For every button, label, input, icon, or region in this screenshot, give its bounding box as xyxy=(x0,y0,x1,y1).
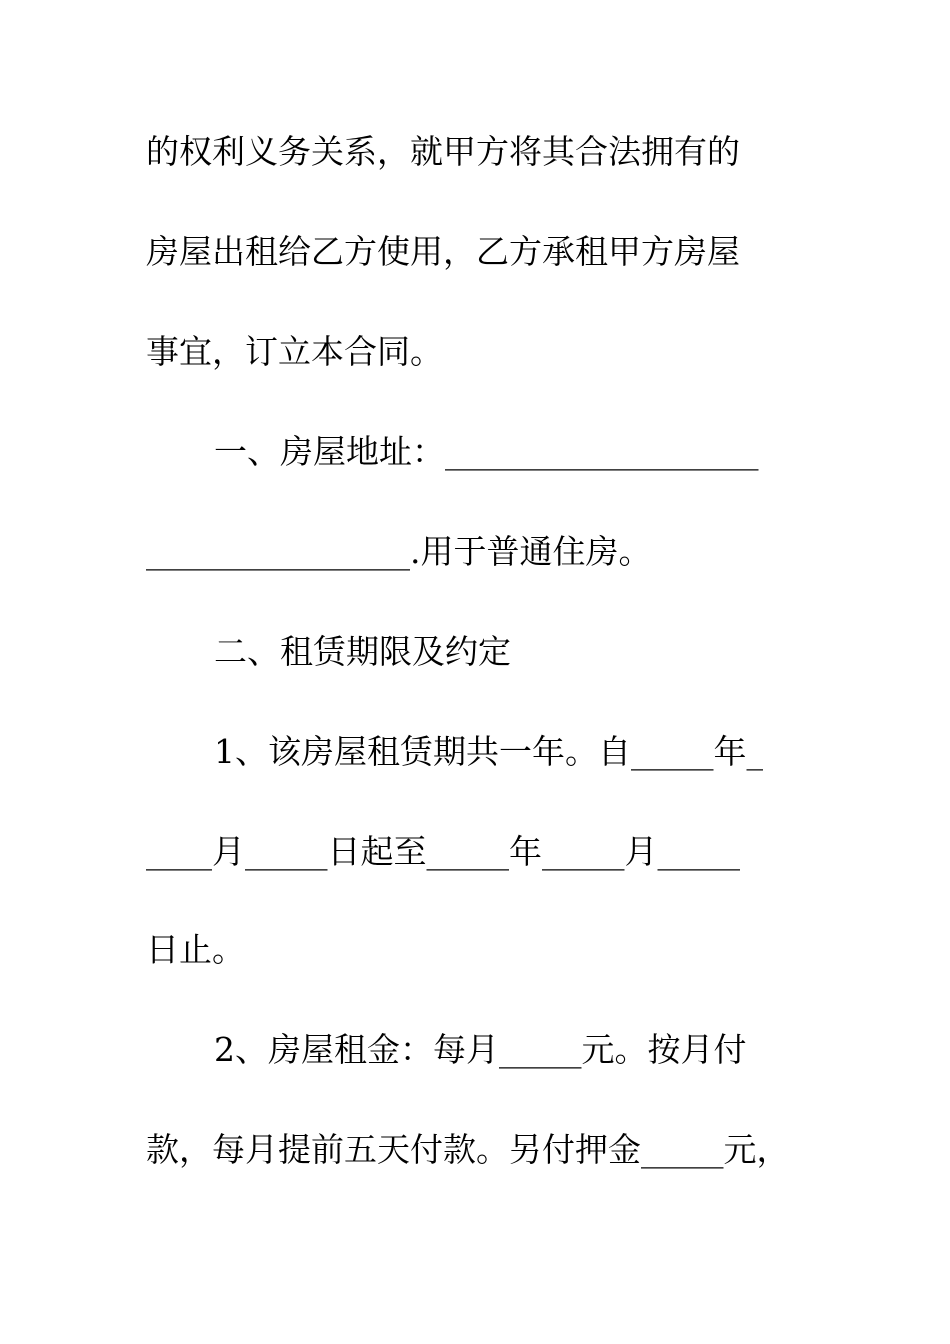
clause-2-line-1: 2、房屋租金：每月_____元。按月付 xyxy=(214,1030,747,1069)
clause-2-line-2: 款，每月提前五天付款。另付押金_____元， xyxy=(146,1130,790,1169)
paragraph-line-2: 房屋出租给乙方使用，乙方承租甲方房屋 xyxy=(146,232,740,271)
paragraph-line-1: 的权利义务关系，就甲方将其合法拥有的 xyxy=(146,132,740,171)
section-heading-address: 一、房屋地址：___________________ xyxy=(214,432,759,471)
paragraph-line-3: 事宜，订立本合同。 xyxy=(146,332,443,371)
clause-1-line-1: 1、该房屋租赁期共一年。自_____年_ xyxy=(214,732,763,771)
section-heading-lease-term: 二、租赁期限及约定 xyxy=(214,632,511,671)
clause-1-line-2: ____月_____日起至_____年_____月_____ xyxy=(146,832,740,871)
paragraph-line-address-cont: ________________.用于普通住房。 xyxy=(146,532,652,571)
clause-1-line-3: 日止。 xyxy=(146,930,245,969)
